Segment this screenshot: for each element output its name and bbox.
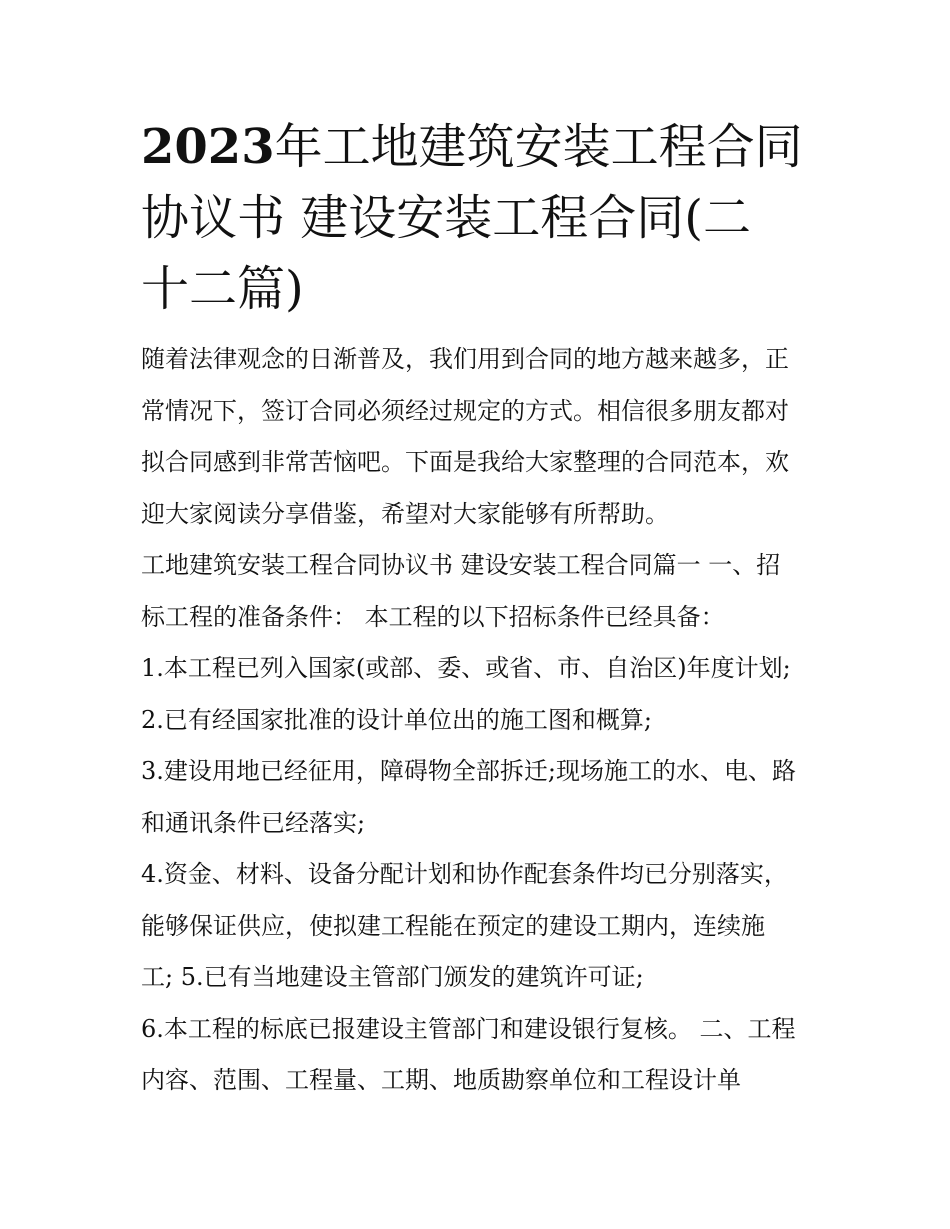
body-line: 工地建筑安装工程合同协议书 建设安装工程合同篇一 一、招 — [141, 551, 781, 579]
document-page — [141, 112, 821, 1107]
body-line: 迎大家阅读分享借鉴，希望对大家能够有所帮助。 — [141, 499, 669, 528]
body-line: 标工程的准备条件： 本工程的以下招标条件已经具备： — [141, 602, 725, 631]
title-line-3: 十二篇) — [141, 261, 304, 317]
document-title — [141, 112, 821, 325]
body-line: 工; 5.已有当地建设主管部门颁发的建筑许可证; — [141, 963, 644, 991]
body-line: 内容、范围、工程量、工期、地质勘察单位和工程设计单 — [141, 1066, 741, 1094]
title-year: 2023 — [141, 119, 275, 175]
title-line-2: 协议书 建设安装工程合同(二 — [141, 190, 751, 246]
title-line-1 — [141, 112, 821, 183]
body-line: 3.建设用地已经征用，障碍物全部拆迁;现场施工的水、电、路 — [141, 757, 796, 785]
body-line: 1.本工程已列入国家(或部、委、或省、市、自治区)年度计划; — [141, 654, 791, 682]
body-line: 常情况下，签订合同必须经过规定的方式。相信很多朋友都对 — [141, 396, 789, 425]
body-line: 随着法律观念的日渐普及，我们用到合同的地方越来越多，正 — [141, 345, 789, 373]
body-line: 4.资金、材料、设备分配计划和协作配套条件均已分别落实， — [141, 860, 788, 888]
body-line: 2.已有经国家批准的设计单位出的施工图和概算; — [141, 705, 652, 734]
body-line: 6.本工程的标底已报建设主管部门和建设银行复核。 二、工程 — [141, 1014, 796, 1043]
body-line: 能够保证供应，使拟建工程能在预定的建设工期内，连续施 — [141, 911, 765, 940]
body-line: 拟合同感到非常苦恼吧。下面是我给大家整理的合同范本，欢 — [141, 448, 789, 476]
body-line: 和通讯条件已经落实; — [141, 808, 366, 837]
title-line-1-text: 年工地建筑安装工程合同 — [274, 119, 803, 175]
document-body — [141, 334, 821, 1107]
